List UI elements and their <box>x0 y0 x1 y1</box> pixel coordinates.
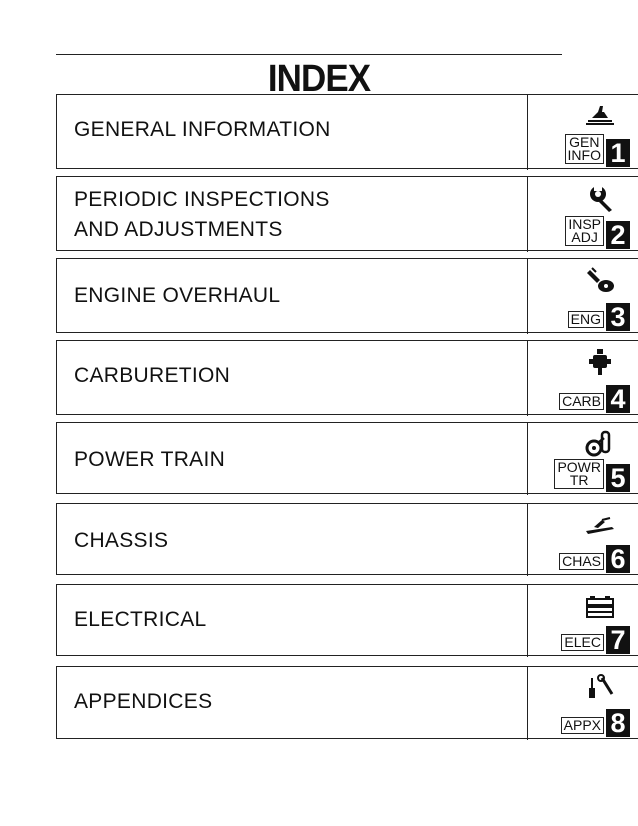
section-code: POWR TR <box>554 459 604 489</box>
index-row-carburetion[interactable] <box>56 340 638 415</box>
section-tab[interactable] <box>527 258 638 334</box>
section-code: APPX <box>561 717 604 734</box>
section-number: 4 <box>606 385 630 413</box>
section-label: PERIODIC INSPECTIONS AND ADJUSTMENTS <box>74 188 330 241</box>
chassis-icon <box>584 511 616 539</box>
section-label: GENERAL INFORMATION <box>74 118 331 141</box>
index-row-chassis[interactable] <box>56 503 638 575</box>
section-code: ELEC <box>561 634 604 651</box>
section-tab[interactable] <box>527 94 638 170</box>
section-label: POWER TRAIN <box>74 448 226 471</box>
section-label: CHASSIS <box>74 529 169 552</box>
section-number: 5 <box>606 464 630 492</box>
index-row-electrical[interactable] <box>56 584 638 656</box>
section-label: ELECTRICAL <box>74 608 207 631</box>
page-title: INDEX <box>267 58 371 100</box>
section-tab[interactable] <box>527 666 638 740</box>
section-number: 3 <box>606 303 630 331</box>
section-label: APPENDICES <box>74 690 213 713</box>
section-code: GEN INFO <box>565 134 604 164</box>
section-code: CARB <box>559 393 604 410</box>
tools-icon <box>584 674 616 702</box>
index-row-appendices[interactable] <box>56 666 638 739</box>
section-number: 8 <box>606 709 630 737</box>
section-code: INSP ADJ <box>565 216 604 246</box>
snowmobile-icon <box>584 102 616 130</box>
carburetor-icon <box>584 348 616 376</box>
section-number: 2 <box>606 221 630 249</box>
section-code: CHAS <box>559 553 604 570</box>
section-tab[interactable] <box>527 176 638 252</box>
section-number: 1 <box>606 139 630 167</box>
piston-icon <box>584 266 616 294</box>
index-row-power-train[interactable] <box>56 422 638 494</box>
section-code: ENG <box>568 311 604 328</box>
section-tab[interactable] <box>527 340 638 416</box>
section-tab[interactable] <box>527 584 638 657</box>
clutch-icon <box>584 430 616 458</box>
section-tab[interactable] <box>527 503 638 576</box>
battery-icon <box>584 592 616 620</box>
section-number: 6 <box>606 545 630 573</box>
section-label: CARBURETION <box>74 364 231 387</box>
top-rule <box>56 54 562 55</box>
section-tab[interactable] <box>527 422 638 495</box>
index-row-periodic-inspections[interactable] <box>56 176 638 251</box>
section-label: ENGINE OVERHAUL <box>74 284 281 307</box>
index-row-general-information[interactable] <box>56 94 638 169</box>
wrench-icon <box>584 184 616 212</box>
index-row-engine-overhaul[interactable] <box>56 258 638 333</box>
section-number: 7 <box>606 626 630 654</box>
